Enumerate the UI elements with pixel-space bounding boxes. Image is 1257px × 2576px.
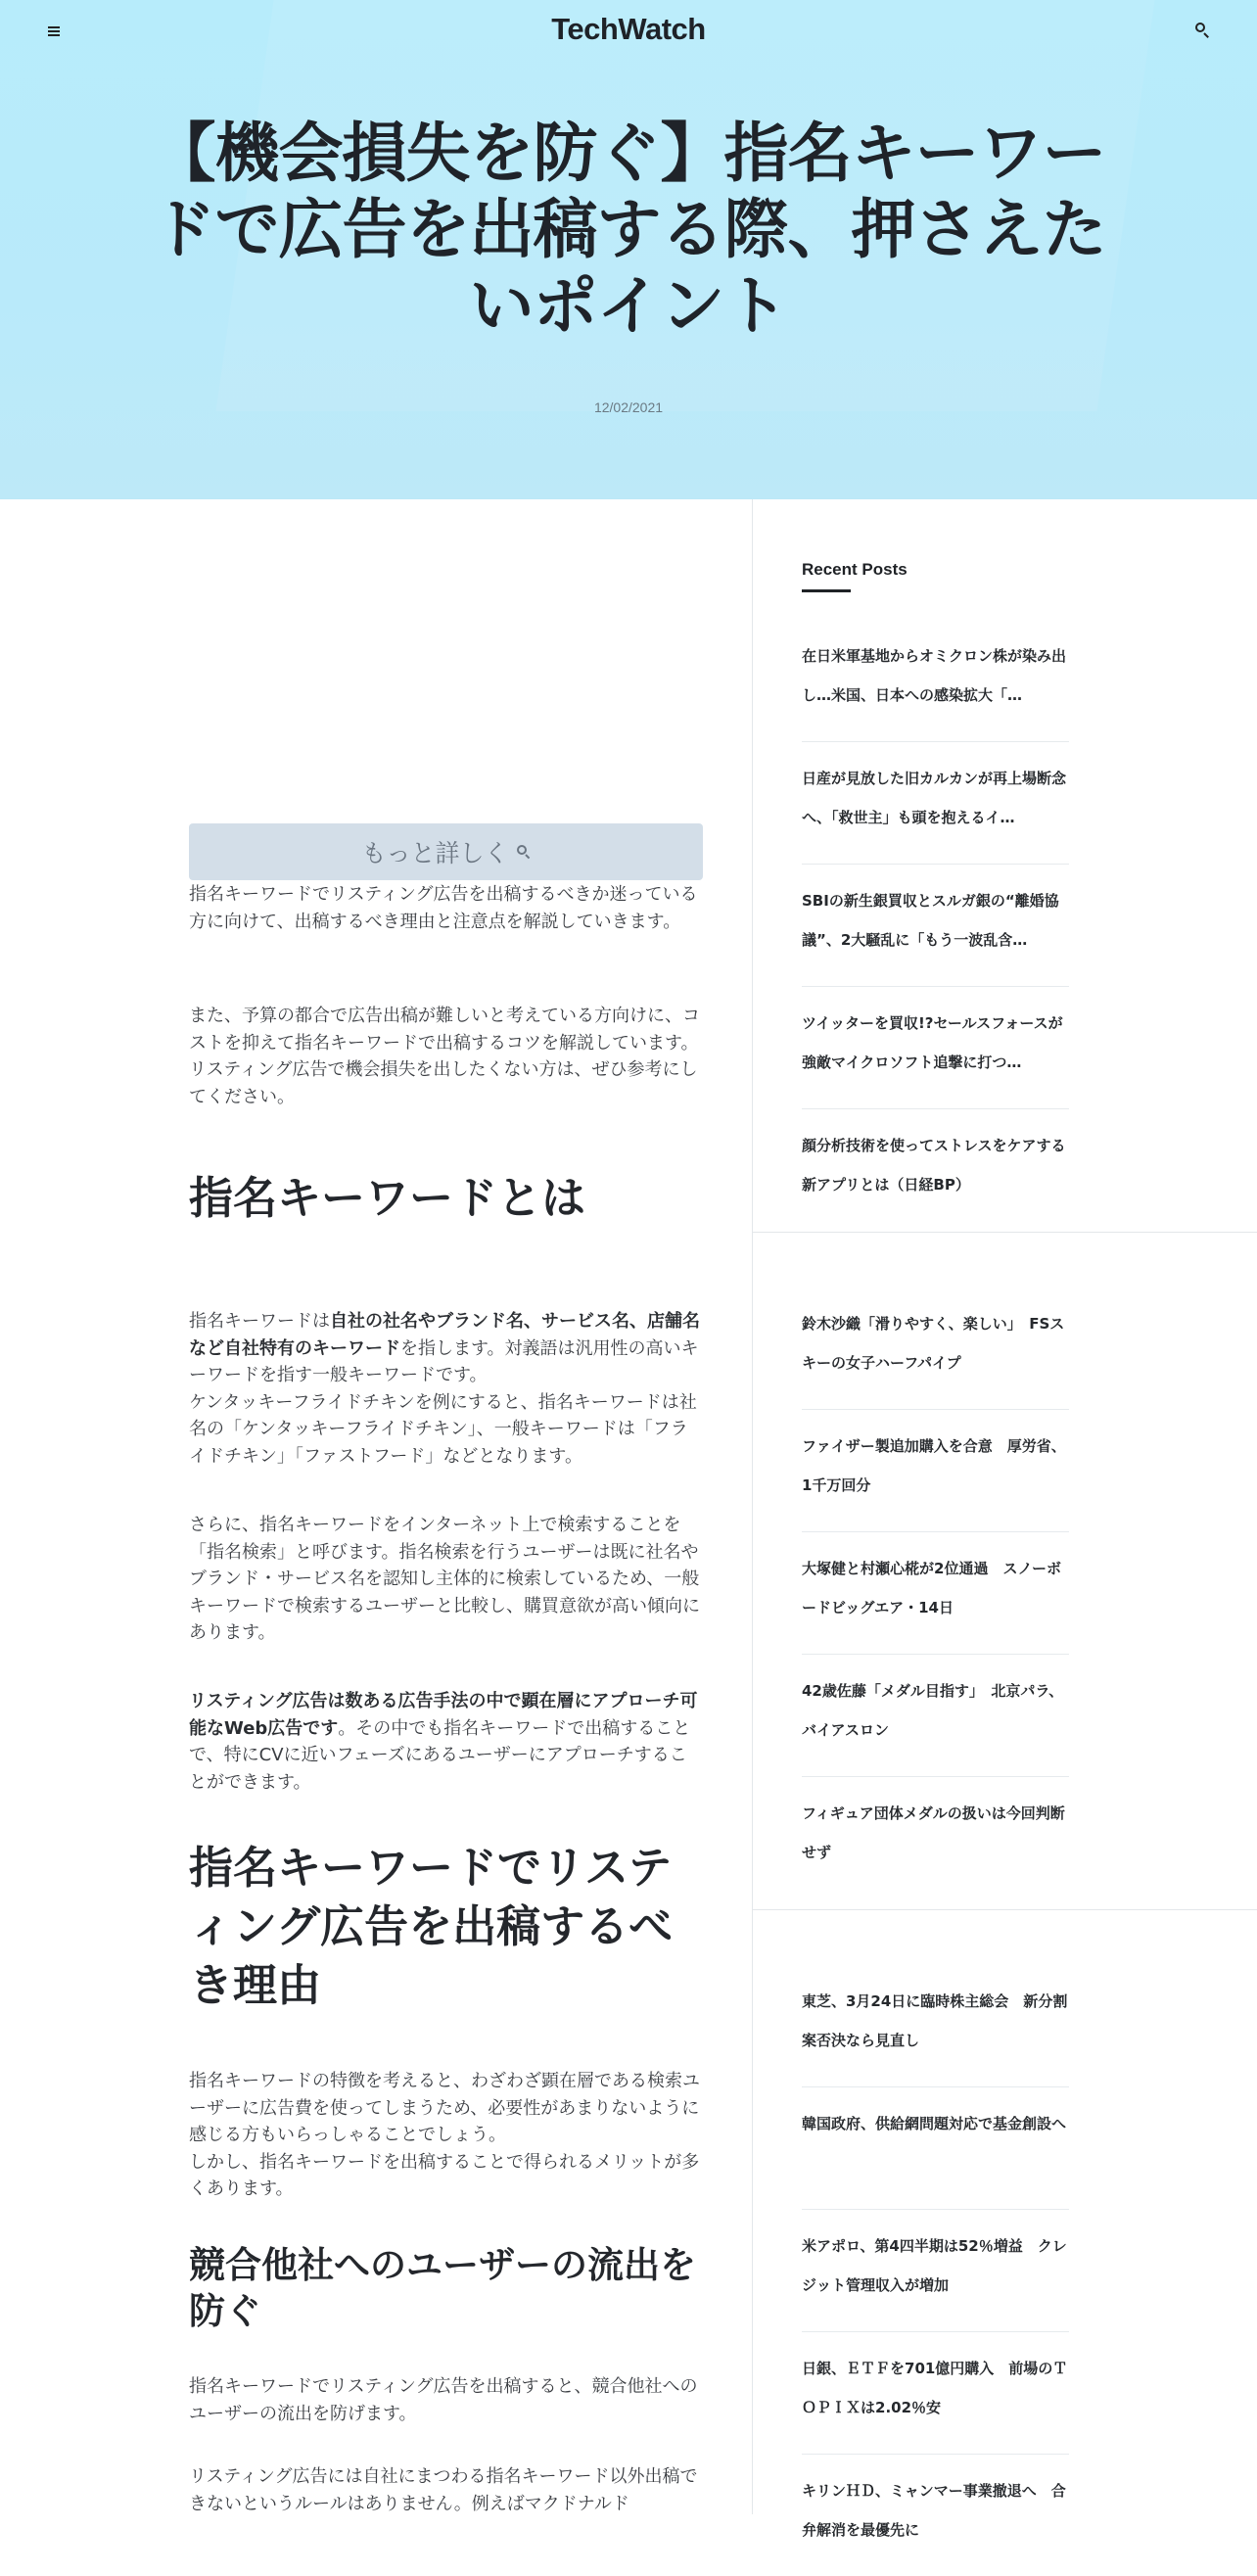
prevent-paragraph-1: 指名キーワードでリスティング広告を出稿すると、競合他社へのユーザーの流出を防げます。 bbox=[189, 2376, 698, 2424]
recent-post-link[interactable]: フィギュア団体メダルの扱いは今回判断せず bbox=[802, 1804, 1065, 1861]
what-paragraph-3: リスティング広告は数ある広告手法の中で顕在層にアプローチ可能なWeb広告です。その中でも指名キーワードで出稿することで、特にCVに近いフェーズにあるユーザーにアプローチすることができます。 bbox=[189, 1691, 698, 1793]
sidebar-section-divider bbox=[753, 1909, 1257, 1910]
recent-post-link[interactable]: ファイザー製追加購入を合意 厚労省、1千万回分 bbox=[802, 1437, 1066, 1494]
reason-paragraph-1: 指名キーワードの特徴を考えると、わざわざ顕在層である検索ユーザーに広告費を使ってしまうため、必要性があまりないように感じる方もいらっしゃることでしょう。 しかし、指名キーワードを出稿することで得られるメリットが多くあります。 bbox=[189, 2071, 700, 2199]
intro-paragraph-2: また、予算の都合で広告出稿が難しいと考えている方向けに、コストを抑えて指名キーワードで出稿するコツを解説しています。 リスティング広告で機会損失を出したくない方は、ぜひ参考にしてください。 bbox=[189, 1006, 700, 1107]
heading-what-is-branded-keyword: 指名キーワードとは bbox=[189, 1172, 586, 1224]
recent-posts-title: Recent Posts bbox=[802, 560, 908, 579]
recent-post-link[interactable]: 日銀、ＥＴＦを701億円購入 前場のＴＯＰＩＸは2.02％安 bbox=[802, 2360, 1068, 2416]
hero-header bbox=[0, 0, 1257, 499]
intro-paragraph-1: 指名キーワードでリスティング広告を出稿するべきか迷っている方に向けて、出稿するべき理由と注意点を解説していきます。 bbox=[189, 884, 698, 932]
sidebar-section-divider bbox=[753, 1232, 1257, 1233]
recent-post-link[interactable]: 日産が見放した旧カルカンが再上場断念へ、「救世主」も頭を抱えるイ… bbox=[802, 770, 1067, 826]
post-title: 【機会損失を防ぐ】指名キーワードで広告を出稿する際、押さえたいポイント bbox=[151, 116, 1106, 344]
recent-post-link[interactable]: 42歳佐藤「メダル目指す」 北京パラ、バイアスロン bbox=[802, 1682, 1064, 1739]
what-paragraph-2: さらに、指名キーワードをインターネット上で検索することを「指名検索」と呼びます。指名検索を行うユーザーは既に社名やブランド・サービス名を認知し主体的に検索しているため、一般キーワードで検索するユーザーと比較し、購買意欲が高い傾向にあります。 bbox=[189, 1515, 700, 1643]
more-details-label: もっと詳しく bbox=[361, 839, 509, 867]
search-button[interactable] bbox=[1194, 22, 1216, 43]
title-underline bbox=[802, 589, 851, 592]
recent-post-link[interactable]: キリンＨＤ、ミャンマー事業撤退へ 合弁解消を最優先に bbox=[802, 2482, 1066, 2539]
heading-prevent-outflow: 競合他社へのユーザーの流出を防ぐ bbox=[189, 2244, 696, 2332]
search-icon bbox=[517, 845, 531, 859]
heading-reasons-to-advertise: 指名キーワードでリスティング広告を出稿するべき理由 bbox=[189, 1842, 674, 2011]
sidebar-border bbox=[752, 499, 753, 2514]
site-title[interactable]: TechWatch bbox=[551, 12, 706, 46]
recent-post-link[interactable]: 鈴木沙織「滑りやすく、楽しい」 FSスキーの女子ハーフパイプ bbox=[802, 1315, 1065, 1372]
more-details-button[interactable] bbox=[189, 823, 703, 880]
recent-post-link[interactable]: SBIの新生銀買収とスルガ銀の“離婚協議”、2大騒乱に「もう一波乱含… bbox=[802, 892, 1059, 949]
post-date: 12/02/2021 bbox=[593, 399, 664, 415]
recent-post-link[interactable]: 在日米軍基地からオミクロン株が染み出し…米国、日本への感染拡大「… bbox=[802, 647, 1067, 704]
recent-post-link[interactable]: 東芝、3月24日に臨時株主総会 新分割案否決なら見直し bbox=[802, 1992, 1068, 2049]
recent-post-link[interactable]: ツイッターを買収!?セールスフォースが強敵マイクロソフト追撃に打つ… bbox=[802, 1014, 1063, 1071]
recent-post-link[interactable]: 韓国政府、供給網問題対応で基金創設へ bbox=[802, 2115, 1067, 2132]
recent-post-link[interactable]: 米アポロ、第4四半期は52％増益 クレジット管理収入が増加 bbox=[802, 2237, 1067, 2294]
recent-post-link[interactable]: 大塚健と村瀬心椛が2位通過 スノーボードビッグエア・14日 bbox=[802, 1560, 1061, 1616]
recent-post-link[interactable]: 顔分析技術を使ってストレスをケアする新アプリとは（日経BP） bbox=[802, 1137, 1066, 1194]
prevent-paragraph-2: リスティング広告には自社にまつわる指名キーワード以外出稿できないというルールはありません。例えばマクドナルド bbox=[189, 2466, 698, 2514]
what-paragraph-1: 指名キーワードは自社の社名やブランド名、サービス名、店舗名など自社特有のキーワードを指します。対義語は汎用性の高いキーワードを指す一般キーワードです。 ケンタッキーフライドチキンを例にすると、指名キーワードは社名の「ケンタッキーフライドチキン」、一般キーワードは「フライドチキン」「ファストフード」などとなります。 bbox=[189, 1311, 700, 1467]
search-icon bbox=[1194, 22, 1210, 37]
